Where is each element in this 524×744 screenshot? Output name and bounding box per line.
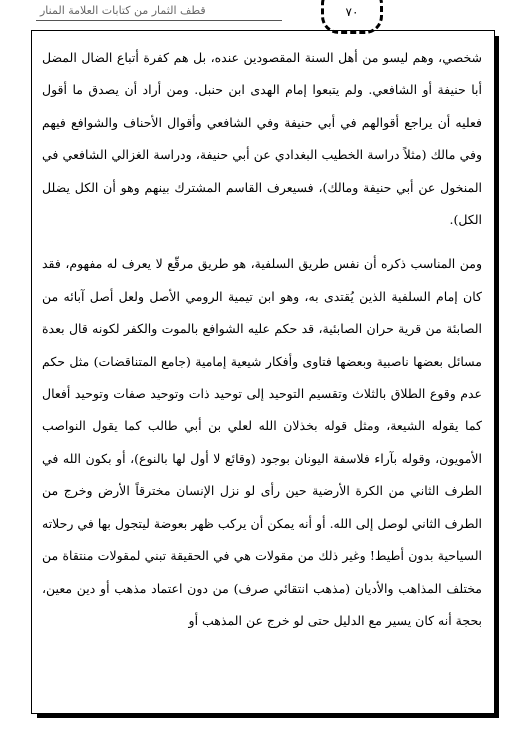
header-rule xyxy=(36,20,282,21)
running-header-title: قطف الثمار من كتابات العلامة المنار xyxy=(40,4,206,17)
paragraph: شخصي، وهم ليسو من أهل السنة المقصودين عنده، بل هم كفرة أتباع الضال المضل أبا حنيفة أو الشافعي. ولم يتبعوا إمام الهدى ابن حنبل. ومن أراد أن يصدق ما أقول فعليه أن يراجع أقوالهم في أبي حنيفة وفي الشافعي وأقوال الأحناف والشوافع فيهم وفي مالك (مثلاً دراسة الخطيب البغدادي عن أبي حنيفة، ودراسة الغزالي الشافعي في المنخول عن أبي حنيفة ومالك)، فسيعرف القاسم المشترك بينهم وهو أن الكل يضلل الكل). xyxy=(42,50,482,228)
frame-shadow-right xyxy=(495,36,499,718)
frame-shadow-bottom xyxy=(37,714,499,718)
paragraph: ومن المناسب ذكره أن نفس طريق السلفية، هو طريق مرقّع لا يعرف له مفهوم، فقد كان إمام السلفية الذين يُقتدى به، وهو ابن تيمية الرومي الأصل ولعل أصل آبائه من الصابئة من قرية حران الصابئية، قد حكم عليه الشوافع بالموت والكفر لكونه قال بعدة مسائل بعضها ناصبية وبعضها فتاوى وأفكار شيعية إمامية (جامع المتناقضات) مثل حكم عدم وقوع الطلاق بالثلاث وتقسيم التوحيد إلى توحيد ذات وتوحيد صفات وتوحيد أفعال كما يقوله الشيعة، ومثل قوله بخذلان الله لعلي بن أبي طالب كما يقول النواصب الأمويون، وقوله بآراء فلاسفة اليونان بوجود (وقائع لا أول لها بالنوع)، أو بكون الله في الطرف الثاني من الكرة الأرضية حين رأى لو نزل الإنسان مخترقاً الأرض وخرج من الطرف الثاني لوصل إلى الله. أو أنه يمكن أن يركب ظهر بعوضة ليتجول بها في رحلاته السياحية بدون أطيط! وغير ذلك من مقولات هي في الحقيقة تبني لمقولات منتقاة من مختلف المذاهب والأديان (مذهب انتقائي صرف) من دون اعتماد مذهب أو دين معين، بحجة أنه كان يسير مع الدليل حتى لو خرج عن المذهب أو xyxy=(42,256,483,628)
page-number: ٧٠ xyxy=(345,5,359,19)
page-body xyxy=(42,42,482,637)
